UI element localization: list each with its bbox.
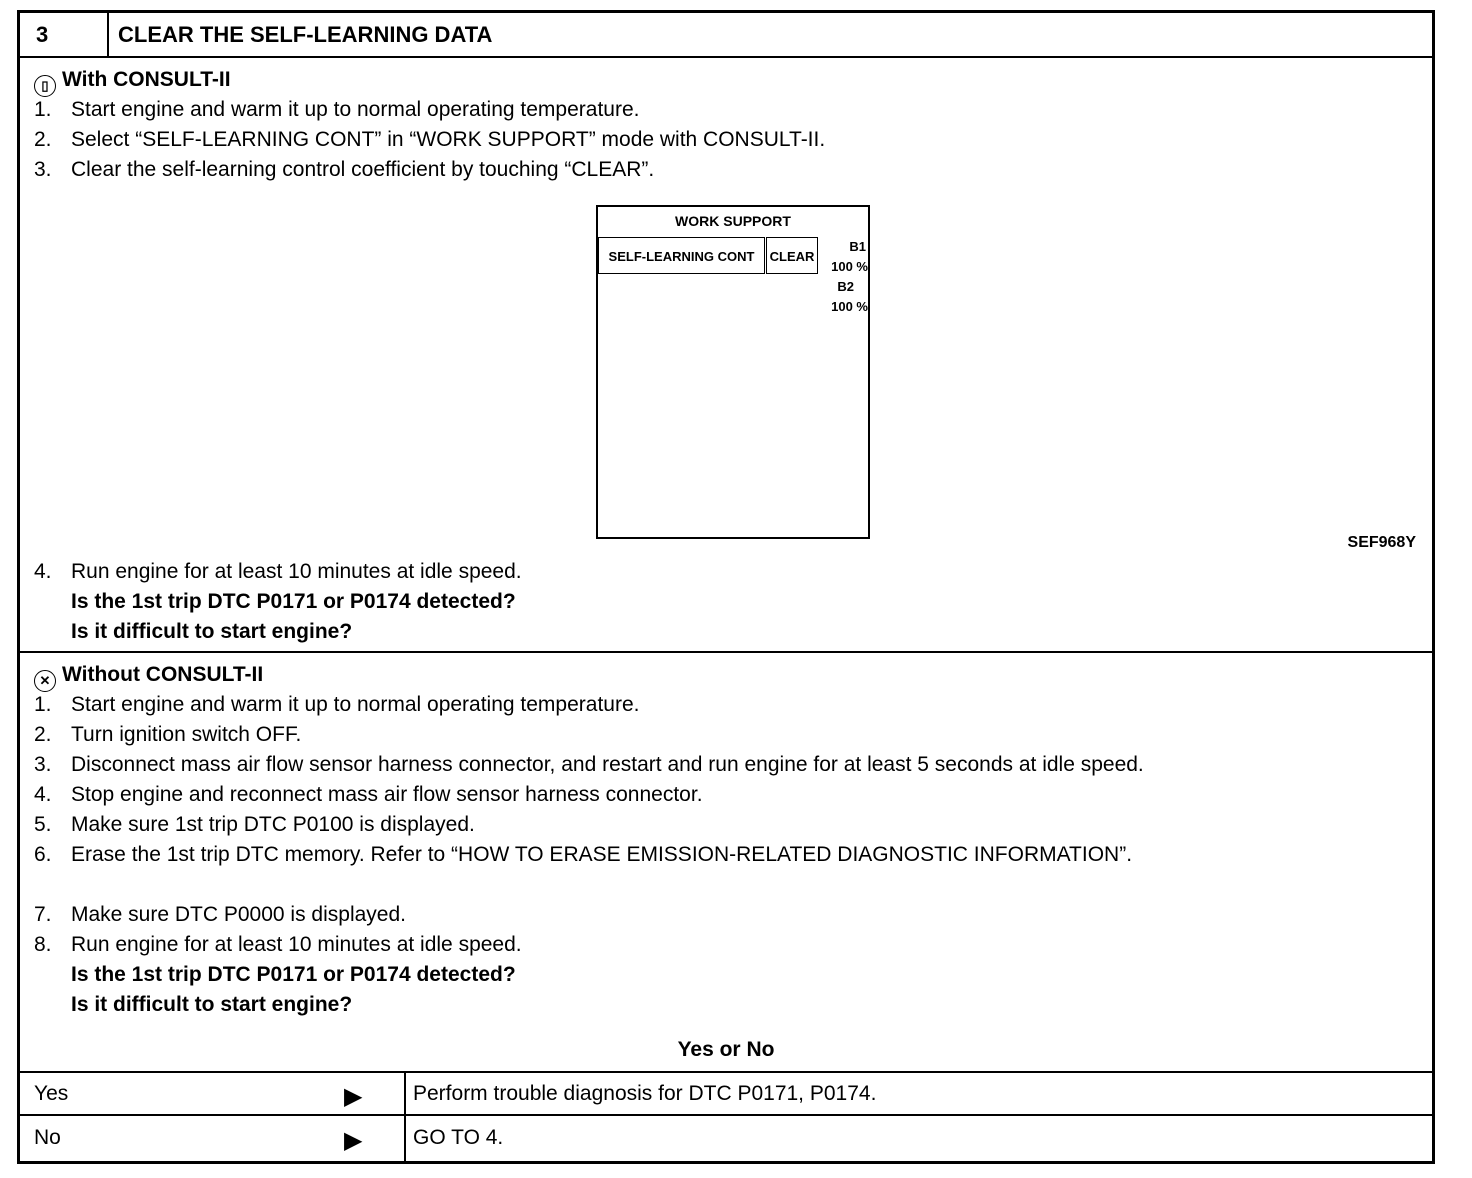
step-text: Disconnect mass air flow sensor harness connector, and restart and run engine for at least 5 seconds at idle speed. [71, 753, 1144, 776]
arrow-right-icon: ▶ [344, 1083, 363, 1110]
step-text: Make sure 1st trip DTC P0100 is displayed. [71, 813, 475, 836]
divider [17, 651, 1435, 653]
step-num: 4. [34, 783, 52, 806]
question: Is the 1st trip DTC P0171 or P0174 detected? [71, 590, 516, 613]
b2-value: 100 % [831, 299, 868, 314]
step-num: 1. [34, 98, 52, 121]
b1-label: B1 [849, 239, 866, 254]
action-yes: Perform trouble diagnosis for DTC P0171, P0174. [413, 1082, 877, 1105]
divider [17, 1114, 1435, 1116]
action-no: GO TO 4. [413, 1126, 504, 1149]
question: Is the 1st trip DTC P0171 or P0174 detected? [71, 963, 516, 986]
self-learning-item: SELF-LEARNING CONT [598, 237, 765, 274]
with-consult-followup [34, 557, 522, 647]
consult-tester-icon: ▯ [34, 75, 56, 97]
step-text: Run engine for at least 10 minutes at idle speed. [71, 560, 522, 583]
step-num: 1. [34, 693, 52, 716]
figure-code: SEF968Y [1347, 534, 1416, 551]
answer-yes: Yes [34, 1082, 69, 1105]
clear-button: CLEAR [766, 237, 818, 274]
step-num: 7. [34, 903, 52, 926]
step-text: Clear the self-learning control coefficient by touching “CLEAR”. [71, 158, 655, 181]
step-num: 2. [34, 723, 52, 746]
step-num: 2. [34, 128, 52, 151]
step-text: Erase the 1st trip DTC memory. Refer to “HOW TO ERASE EMISSION-RELATED DIAGNOSTIC INFORMATION”. [71, 843, 1133, 866]
step-num: 5. [34, 813, 52, 836]
step-num: 6. [34, 843, 52, 866]
no-tools-icon: ✕ [34, 670, 56, 692]
question: Is it difficult to start engine? [71, 620, 353, 643]
step-num: 4. [34, 560, 52, 583]
divider [17, 56, 1435, 58]
with-consult-section [34, 65, 825, 185]
step-num: 3. [34, 753, 52, 776]
yes-or-no-label: Yes or No [677, 1038, 775, 1061]
step-text: Stop engine and reconnect mass air flow sensor harness connector. [71, 783, 703, 806]
work-support-figure [596, 205, 870, 539]
step-number: 3 [36, 22, 49, 47]
step-num: 8. [34, 933, 52, 956]
divider [404, 1071, 406, 1161]
b2-label: B2 [837, 279, 854, 294]
answer-no: No [34, 1126, 61, 1149]
step-text: Start engine and warm it up to normal operating temperature. [71, 693, 640, 716]
divider [107, 10, 109, 57]
figure-title: WORK SUPPORT [675, 213, 791, 229]
without-consult-section [34, 660, 1144, 1020]
step-text: Start engine and warm it up to normal operating temperature. [71, 98, 640, 121]
step-text: Select “SELF-LEARNING CONT” in “WORK SUPPORT” mode with CONSULT-II. [71, 128, 826, 151]
question: Is it difficult to start engine? [71, 993, 353, 1016]
section-title: With CONSULT-II [62, 68, 231, 91]
divider [17, 1071, 1435, 1073]
step-num: 3. [34, 158, 52, 181]
step-text: Run engine for at least 10 minutes at idle speed. [71, 933, 522, 956]
arrow-right-icon: ▶ [344, 1127, 363, 1154]
step-title: CLEAR THE SELF-LEARNING DATA [118, 22, 493, 47]
section-title: Without CONSULT-II [62, 663, 264, 686]
b1-value: 100 % [831, 259, 868, 274]
step-text: Make sure DTC P0000 is displayed. [71, 903, 406, 926]
step-text: Turn ignition switch OFF. [71, 723, 302, 746]
